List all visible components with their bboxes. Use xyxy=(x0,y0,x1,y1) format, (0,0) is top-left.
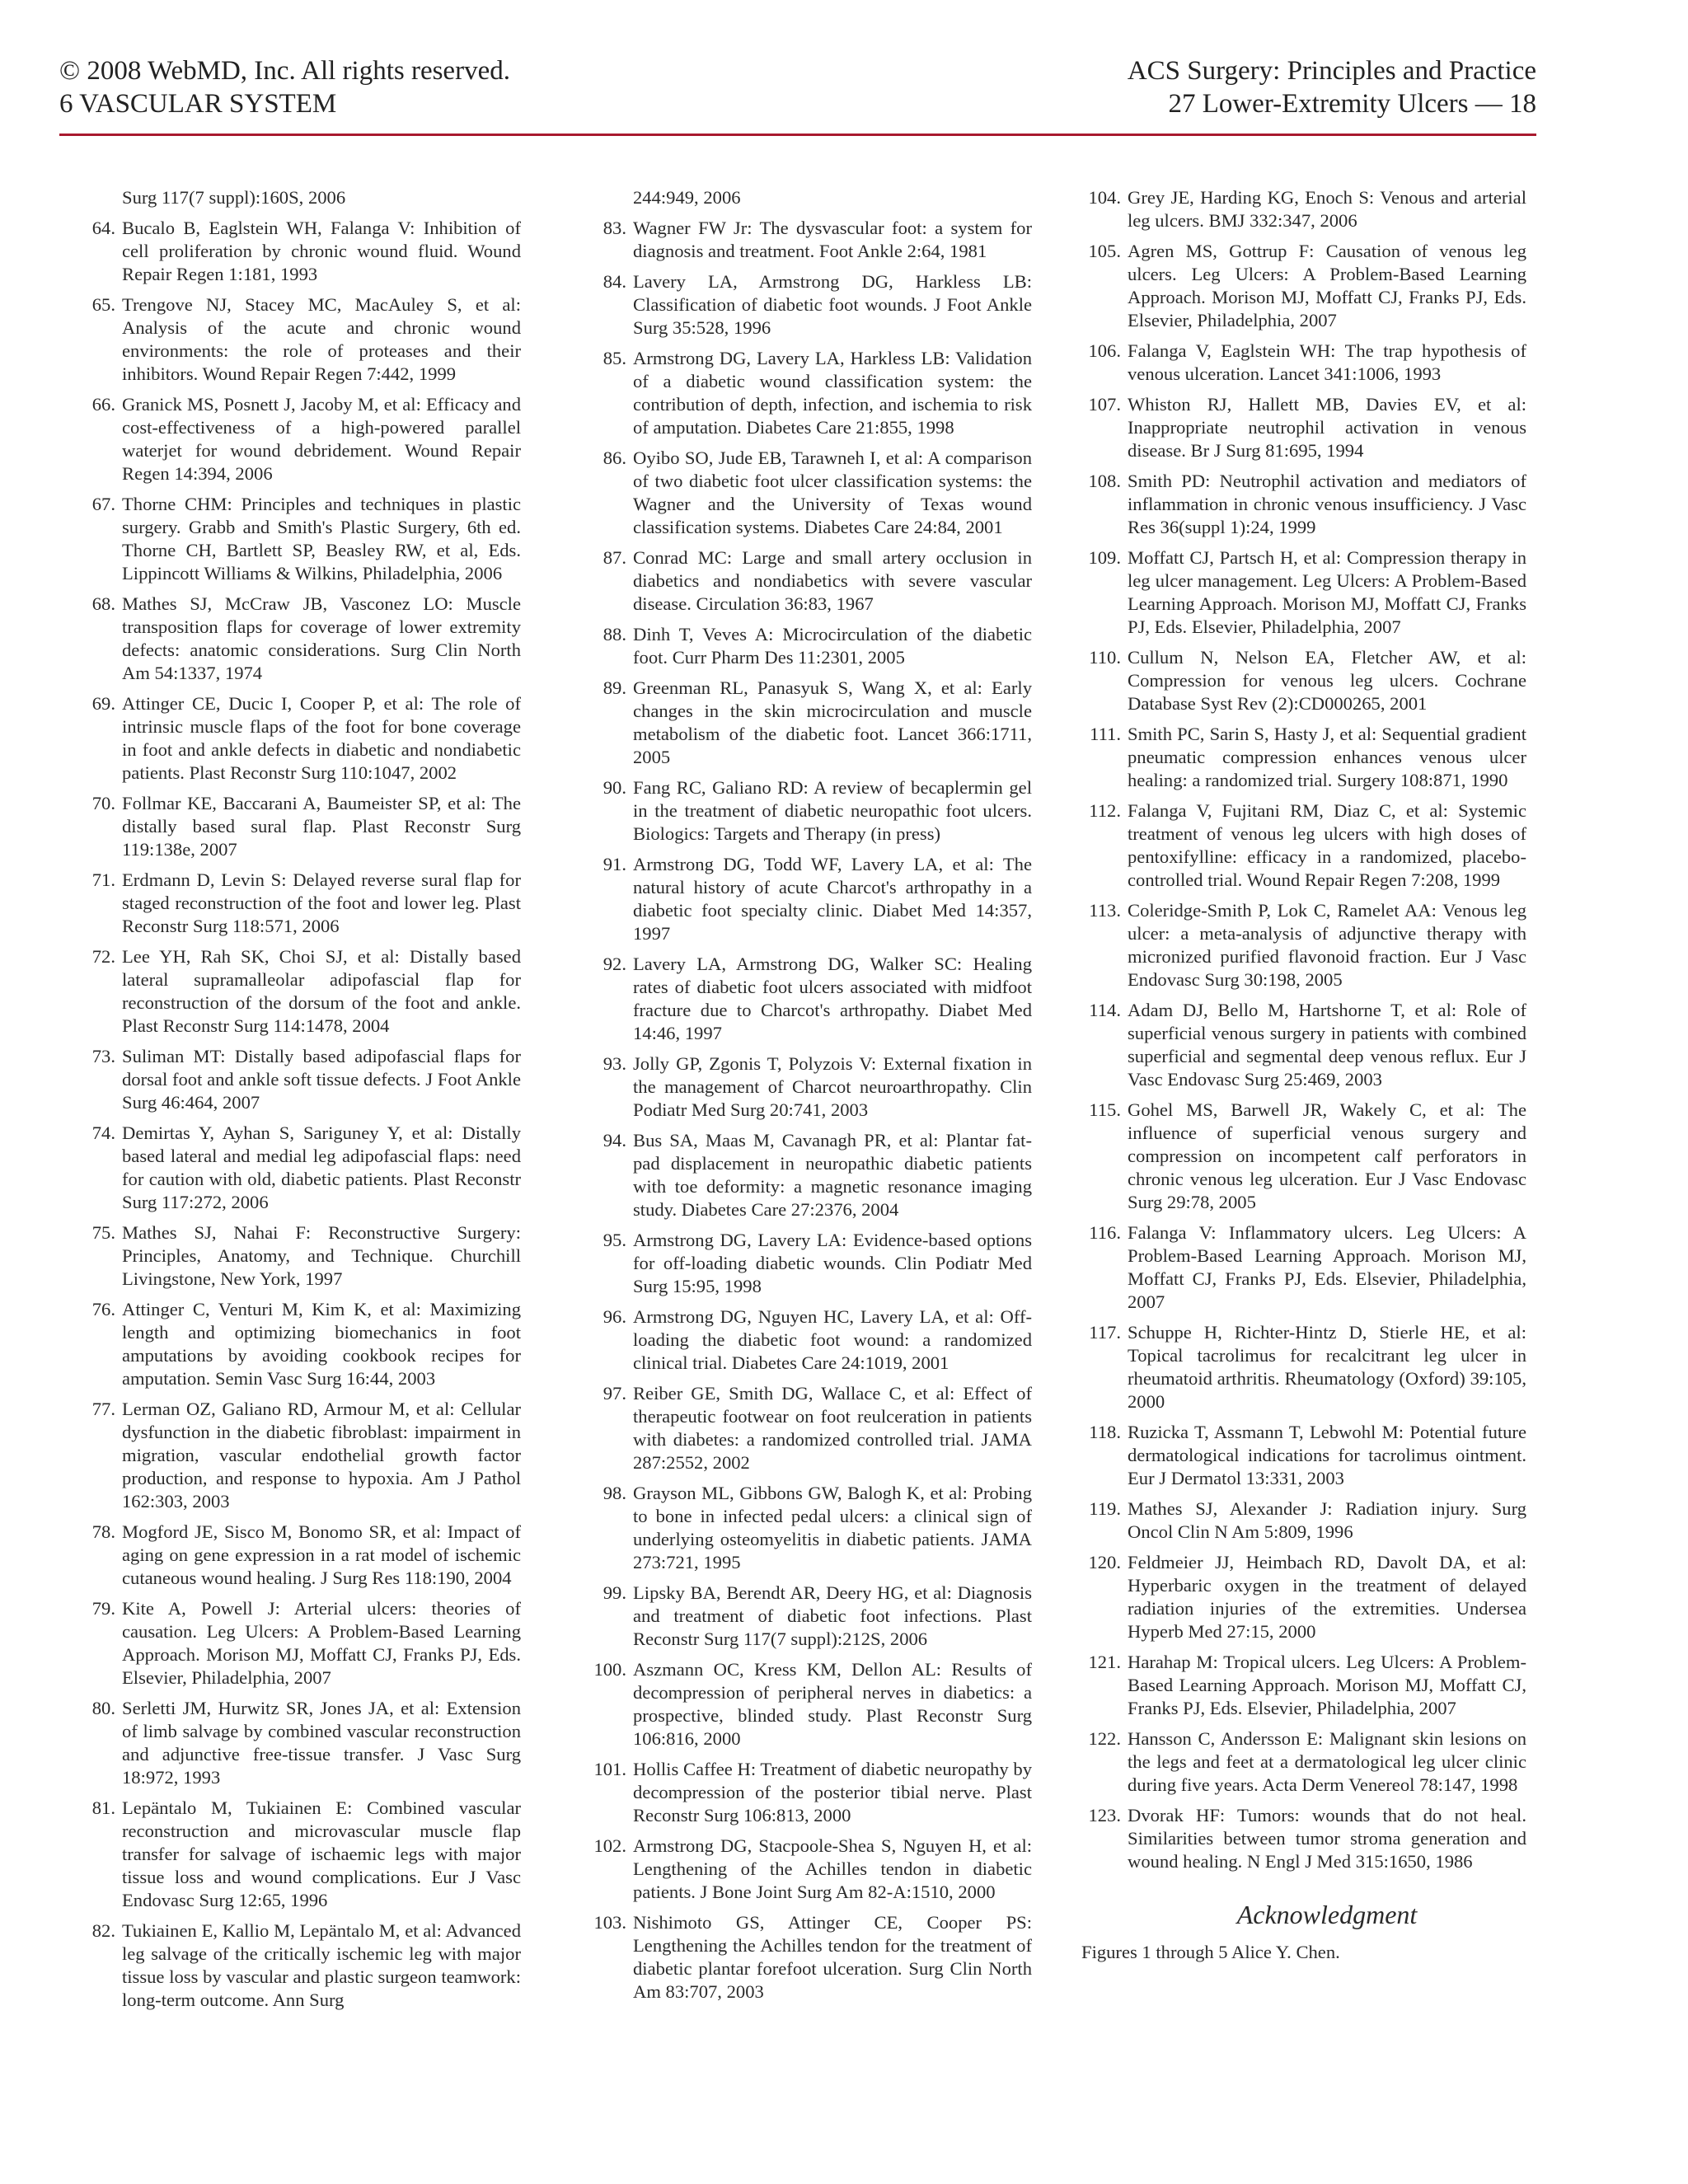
book-title: ACS Surgery: Principles and Practice xyxy=(1127,56,1536,86)
reference-number: 81. xyxy=(91,1797,115,1818)
reference-number: 93. xyxy=(603,1053,626,1074)
reference-number: 73. xyxy=(91,1046,115,1066)
reference-item xyxy=(1081,1551,1526,1643)
reference-text: Lavery LA, Armstrong DG, Walker SC: Healing rates of diabetic foot ulcers associated with midfoot fracture due to Charcot's arthropathy. Diabet Med 14:46, 1997 xyxy=(633,954,1032,1043)
header-rule xyxy=(59,134,1536,136)
reference-column-1 xyxy=(76,186,521,2019)
reference-text: Hollis Caffee H: Treatment of diabetic neuropathy by decompression of the posterior tibial nerve. Plast Reconstr Surg 106:813, 2000 xyxy=(633,1759,1032,1825)
reference-text: Smith PD: Neutrophil activation and mediators of inflammation in chronic venous insufficiency. J Vasc Res 36(suppl 1):24, 1999 xyxy=(1128,471,1526,537)
reference-continuation: Surg 117(7 suppl):160S, 2006 xyxy=(122,187,346,208)
reference-item xyxy=(1081,1221,1526,1314)
reference-text: Adam DJ, Bello M, Hartshorne T, et al: Role of superficial venous surgery in patients with combined superficial and segmental deep venous reflux. Eur J Vasc Endovasc Surg 25:469, 2003 xyxy=(1128,1000,1526,1090)
reference-number: 111. xyxy=(1090,724,1121,744)
reference-number: 105. xyxy=(1088,241,1121,261)
reference-item xyxy=(1081,546,1526,639)
reference-number: 78. xyxy=(91,1521,115,1542)
reference-text: Bucalo B, Eaglstein WH, Falanga V: Inhibition of cell proliferation by chronic wound fluid. Wound Repair Regen 1:181, 1993 xyxy=(122,218,521,284)
reference-item xyxy=(76,1597,521,1690)
page-header-left xyxy=(59,54,510,120)
reference-number: 122. xyxy=(1088,1728,1121,1749)
reference-item xyxy=(76,792,521,861)
reference-number: 86. xyxy=(603,448,626,468)
reference-text: Lee YH, Rah SK, Choi SJ, et al: Distally based lateral supramalleolar adipofascial flap for reconstruction of the dorsum of the foot and ankle. Plast Reconstr Surg 114:1478, 2004 xyxy=(122,946,521,1036)
reference-number: 74. xyxy=(91,1122,115,1143)
reference-text: Falanga V: Inflammatory ulcers. Leg Ulcers: A Problem-Based Learning Approach. Morison MJ, Moffatt CJ, Franks PJ, Eds. Elsevier, Philadelphia, 2007 xyxy=(1128,1222,1526,1312)
reference-item xyxy=(76,1221,521,1291)
reference-number: 72. xyxy=(91,946,115,967)
reference-item xyxy=(587,447,1032,539)
reference-number: 79. xyxy=(91,1598,115,1619)
reference-text: Schuppe H, Richter-Hintz D, Stierle HE, et al: Topical tacrolimus for recalcitrant leg ulcer in rheumatoid arthritis. Rheumatology (Oxford) 39:105, 2000 xyxy=(1128,1322,1526,1412)
reference-item xyxy=(587,853,1032,945)
reference-item xyxy=(76,493,521,585)
reference-text: Grey JE, Harding KG, Enoch S: Venous and arterial leg ulcers. BMJ 332:347, 2006 xyxy=(1128,187,1526,231)
reference-number: 96. xyxy=(603,1306,626,1327)
section-title: 6 VASCULAR SYSTEM xyxy=(59,89,337,119)
reference-item xyxy=(587,1229,1032,1298)
reference-text: Mogford JE, Sisco M, Bonomo SR, et al: Impact of aging on gene expression in a rat model of ischemic cutaneous wound healing. J Surg Res 118:190, 2004 xyxy=(122,1521,521,1588)
reference-text: Armstrong DG, Nguyen HC, Lavery LA, et al: Off-loading the diabetic foot wound: a randomized clinical trial. Diabetes Care 24:1019, 2001 xyxy=(633,1306,1032,1373)
reference-number: 97. xyxy=(603,1383,626,1404)
reference-text: Smith PC, Sarin S, Hasty J, et al: Sequential gradient pneumatic compression enhances venous ulcer healing: a randomized trial. Surgery 108:871, 1990 xyxy=(1128,724,1526,790)
reference-number: 91. xyxy=(603,854,626,874)
reference-item xyxy=(1081,1421,1526,1490)
reference-item xyxy=(1081,1804,1526,1873)
reference-number: 120. xyxy=(1088,1552,1121,1572)
reference-number: 114. xyxy=(1089,1000,1121,1020)
reference-number: 87. xyxy=(603,547,626,568)
reference-text: Fang RC, Galiano RD: A review of becaplermin gel in the treatment of diabetic neuropathic foot ulcers. Biologics: Targets and Therapy (in press) xyxy=(633,777,1032,844)
reference-item xyxy=(76,593,521,685)
reference-item xyxy=(587,1129,1032,1221)
reference-item xyxy=(1081,1321,1526,1413)
reference-text: Tukiainen E, Kallio M, Lepäntalo M, et al: Advanced leg salvage of the critically ischemic leg with major tissue loss by vascular and plastic surgeon teamwork: long-term outcome. Ann Surg xyxy=(122,1920,521,2010)
acknowledgment-title: Acknowledgment xyxy=(1236,1900,1418,1929)
reference-number: 110. xyxy=(1089,647,1121,668)
reference-number: 76. xyxy=(91,1299,115,1319)
reference-item xyxy=(587,1305,1032,1375)
reference-text: Attinger C, Venturi M, Kim K, et al: Maximizing length and optimizing biomechanics in foot amputations by avoiding cookbook recipes for amputation. Semin Vasc Surg 16:44, 2003 xyxy=(122,1299,521,1389)
reference-item xyxy=(76,1697,521,1789)
reference-number: 66. xyxy=(91,394,115,415)
reference-item xyxy=(587,270,1032,340)
reference-item xyxy=(76,692,521,785)
reference-item xyxy=(587,1482,1032,1574)
reference-text: Ruzicka T, Assmann T, Lebwohl M: Potential future dermatological indications for tacrolimus ointment. Eur J Dermatol 13:331, 2003 xyxy=(1128,1422,1526,1488)
reference-item xyxy=(587,1658,1032,1750)
reference-item xyxy=(1081,393,1526,462)
reference-item xyxy=(587,347,1032,439)
reference-text: Jolly GP, Zgonis T, Polyzois V: External fixation in the management of Charcot neuroarthropathy. Clin Podiatr Med Surg 20:741, 2003 xyxy=(633,1053,1032,1120)
reference-number: 88. xyxy=(603,624,626,644)
reference-item xyxy=(76,1797,521,1912)
reference-item xyxy=(1081,1727,1526,1797)
copyright-notice: © 2008 WebMD, Inc. All rights reserved. xyxy=(59,56,510,86)
reference-text: Hansson C, Andersson E: Malignant skin lesions on the legs and feet at a dermatological leg ulcer clinic during five years. Acta Derm Venereol 78:147, 1998 xyxy=(1128,1728,1526,1795)
reference-item xyxy=(1081,1099,1526,1214)
reference-number: 71. xyxy=(91,869,115,890)
reference-number: 64. xyxy=(91,218,115,238)
page-header-right xyxy=(1128,54,1536,120)
reference-text: Aszmann OC, Kress KM, Dellon AL: Results of decompression of peripheral nerves in diabetics: a prospective, blinded study. Plast Reconstr Surg 106:816, 2000 xyxy=(633,1659,1032,1749)
reference-number: 117. xyxy=(1089,1322,1121,1343)
reference-text: Whiston RJ, Hallett MB, Davies EV, et al: Inappropriate neutrophil activation in venous disease. Br J Surg 81:695, 1994 xyxy=(1128,394,1526,461)
reference-number: 113. xyxy=(1089,900,1121,921)
reference-number: 103. xyxy=(593,1912,626,1933)
reference-item xyxy=(76,217,521,286)
reference-text: Armstrong DG, Todd WF, Lavery LA, et al: The natural history of acute Charcot's arthropathy in a diabetic foot specialty clinic. Diabet Med 14:357, 1997 xyxy=(633,854,1032,944)
reference-text: Feldmeier JJ, Heimbach RD, Davolt DA, et al: Hyperbaric oxygen in the treatment of delayed radiation injuries of the extremities. Undersea Hyperb Med 27:15, 2000 xyxy=(1128,1552,1526,1642)
reference-number: 109. xyxy=(1088,547,1121,568)
reference-number: 101. xyxy=(593,1759,626,1779)
reference-number: 123. xyxy=(1088,1805,1121,1825)
reference-number: 100. xyxy=(593,1659,626,1680)
reference-item xyxy=(587,677,1032,769)
reference-text: Mathes SJ, Nahai F: Reconstructive Surgery: Principles, Anatomy, and Technique. Churchill Livingstone, New York, 1997 xyxy=(122,1222,521,1289)
reference-text: Cullum N, Nelson EA, Fletcher AW, et al: Compression for venous leg ulcers. Cochrane Database Syst Rev (2):CD000265, 2001 xyxy=(1128,647,1526,714)
reference-item xyxy=(1081,340,1526,386)
reference-text: Falanga V, Eaglstein WH: The trap hypothesis of venous ulceration. Lancet 341:1006, 1993 xyxy=(1128,340,1526,384)
reference-item xyxy=(1081,1651,1526,1720)
reference-text: Harahap M: Tropical ulcers. Leg Ulcers: A Problem-Based Learning Approach. Morison MJ, Moffatt CJ, Franks PJ, Eds. Elsevier, Philadelphia, 2007 xyxy=(1128,1652,1526,1718)
reference-item xyxy=(1081,999,1526,1091)
reference-text: Coleridge-Smith P, Lok C, Ramelet AA: Venous leg ulcer: a meta-analysis of adjunctive therapy with micronized purified flavonoid fraction. Eur J Vasc Endovasc Surg 30:198, 2005 xyxy=(1128,900,1526,990)
reference-number: 98. xyxy=(603,1483,626,1503)
reference-item xyxy=(587,217,1032,263)
reference-item xyxy=(76,1521,521,1590)
reference-item xyxy=(587,623,1032,669)
reference-text: Greenman RL, Panasyuk S, Wang X, et al: Early changes in the skin microcirculation and muscle metabolism of the diabetic foot. Lancet 366:1711, 2005 xyxy=(633,677,1032,767)
reference-number: 116. xyxy=(1089,1222,1121,1243)
reference-text: Erdmann D, Levin S: Delayed reverse sural flap for staged reconstruction of the foot and lower leg. Plast Reconstr Surg 118:571, 2006 xyxy=(122,869,521,936)
reference-item xyxy=(587,953,1032,1045)
reference-number: 115. xyxy=(1089,1099,1121,1120)
reference-item xyxy=(76,1045,521,1114)
reference-text: Armstrong DG, Lavery LA: Evidence-based options for off-loading diabetic wounds. Clin Podiatr Med Surg 15:95, 1998 xyxy=(633,1230,1032,1296)
reference-number: 94. xyxy=(603,1130,626,1151)
reference-text: Lerman OZ, Galiano RD, Armour M, et al: Cellular dysfunction in the diabetic fibroblast: impairment in migration, vascular endothelial growth factor production, and response to hypoxia. Am J Pathol 162:303, 2003 xyxy=(122,1399,521,1511)
reference-text: Demirtas Y, Ayhan S, Sariguney Y, et al: Distally based lateral and medial leg adipofascial flaps: need for caution with old, diabetic patients. Plast Reconstr Surg 117:272, 2006 xyxy=(122,1122,521,1212)
reference-text: Lipsky BA, Berendt AR, Deery HG, et al: Diagnosis and treatment of diabetic foot infections. Plast Reconstr Surg 117(7 suppl):212S, 2006 xyxy=(633,1582,1032,1649)
reference-text: Lavery LA, Armstrong DG, Harkless LB: Classification of diabetic foot wounds. J Foot Ankle Surg 35:528, 1996 xyxy=(633,271,1032,338)
reference-number: 118. xyxy=(1089,1422,1121,1442)
reference-number: 108. xyxy=(1088,471,1121,491)
reference-text: Wagner FW Jr: The dysvascular foot: a system for diagnosis and treatment. Foot Ankle 2:64, 1981 xyxy=(633,218,1032,261)
reference-item xyxy=(1081,899,1526,991)
reference-text: Dvorak HF: Tumors: wounds that do not heal. Similarities between tumor stroma generation and wound healing. N Engl J Med 315:1650, 1986 xyxy=(1128,1805,1526,1872)
reference-item xyxy=(587,1582,1032,1651)
reference-number: 83. xyxy=(603,218,626,238)
reference-text: Granick MS, Posnett J, Jacoby M, et al: Efficacy and cost-effectiveness of a high-powered parallel waterjet for wound debridement. Wound Repair Regen 14:394, 2006 xyxy=(122,394,521,484)
reference-number: 85. xyxy=(603,348,626,368)
reference-number: 106. xyxy=(1088,340,1121,361)
reference-number: 104. xyxy=(1088,187,1121,208)
reference-item xyxy=(1081,799,1526,892)
reference-number: 68. xyxy=(91,593,115,614)
reference-text: Armstrong DG, Stacpoole-Shea S, Nguyen H, et al: Lengthening of the Achilles tendon in diabetic patients. J Bone Joint Surg Am 82-A:1510, 2000 xyxy=(633,1835,1032,1902)
reference-number: 102. xyxy=(593,1835,626,1856)
reference-item xyxy=(587,1911,1032,2004)
reference-item xyxy=(587,776,1032,846)
acknowledgment-text: Figures 1 through 5 Alice Y. Chen. xyxy=(1081,1942,1340,1962)
reference-text: Attinger CE, Ducic I, Cooper P, et al: The role of intrinsic muscle flaps of the foot for bone coverage in foot and ankle defects in diabetic and nondiabetic patients. Plast Reconstr Surg 110:1047, 2002 xyxy=(122,693,521,783)
reference-text: Dinh T, Veves A: Microcirculation of the diabetic foot. Curr Pharm Des 11:2301, 2005 xyxy=(633,624,1032,668)
reference-number: 92. xyxy=(603,954,626,974)
reference-item xyxy=(587,1382,1032,1474)
reference-number: 121. xyxy=(1088,1652,1121,1672)
reference-text: Bus SA, Maas M, Cavanagh PR, et al: Plantar fat-pad displacement in neuropathic diabetic patients with toe deformity: a magnetic resonance imaging study. Diabetes Care 27:2376, 2004 xyxy=(633,1130,1032,1220)
reference-text: Agren MS, Gottrup F: Causation of venous leg ulcers. Leg Ulcers: A Problem-Based Learning Approach. Morison MJ, Moffatt CJ, Franks PJ, Eds. Elsevier, Philadelphia, 2007 xyxy=(1128,241,1526,330)
reference-number: 75. xyxy=(91,1222,115,1243)
reference-text: Trengove NJ, Stacey MC, MacAuley S, et al: Analysis of the acute and chronic wound environments: the role of proteases and their inhibitors. Wound Repair Regen 7:442, 1999 xyxy=(122,294,521,384)
reference-number: 84. xyxy=(603,271,626,292)
reference-item xyxy=(76,293,521,386)
reference-continuation: 244:949, 2006 xyxy=(633,187,741,208)
reference-number: 119. xyxy=(1089,1498,1121,1519)
reference-column-3 xyxy=(1081,186,1526,1964)
reference-item xyxy=(76,1919,521,2012)
reference-item xyxy=(587,1835,1032,1904)
reference-item xyxy=(1081,723,1526,792)
reference-list xyxy=(1081,186,1526,1873)
reference-text: Nishimoto GS, Attinger CE, Cooper PS: Lengthening the Achilles tendon for the treatment of diabetic plantar forefoot ulceration. Surg Clin North Am 83:707, 2003 xyxy=(633,1912,1032,2002)
reference-item xyxy=(1081,186,1526,232)
reference-item xyxy=(1081,470,1526,539)
reference-text: Moffatt CJ, Partsch H, et al: Compression therapy in leg ulcer management. Leg Ulcers: A Problem-Based Learning Approach. Morison MJ, Moffatt CJ, Franks PJ, Eds. Elsevier, Philadelphia, 2007 xyxy=(1128,547,1526,637)
reference-item xyxy=(76,393,521,485)
reference-item xyxy=(76,869,521,938)
reference-number: 82. xyxy=(91,1920,115,1941)
reference-item xyxy=(76,1122,521,1214)
reference-number: 90. xyxy=(603,777,626,798)
reference-number: 67. xyxy=(91,494,115,514)
chapter-title: 27 Lower-Extremity Ulcers — 18 xyxy=(1168,89,1536,119)
reference-item xyxy=(1081,646,1526,715)
reference-text: Suliman MT: Distally based adipofascial flaps for dorsal foot and ankle soft tissue defects. J Foot Ankle Surg 46:464, 2007 xyxy=(122,1046,521,1113)
reference-number: 77. xyxy=(91,1399,115,1419)
reference-number: 70. xyxy=(91,793,115,813)
reference-item xyxy=(1081,1497,1526,1544)
reference-number: 65. xyxy=(91,294,115,315)
reference-text: Gohel MS, Barwell JR, Wakely C, et al: The influence of superficial venous surgery and compression on incompetent calf perforators in chronic venous leg ulceration. Eur J Vasc Endovasc Surg 29:78, 2005 xyxy=(1128,1099,1526,1212)
reference-number: 99. xyxy=(603,1582,626,1603)
reference-text: Mathes SJ, McCraw JB, Vasconez LO: Muscle transposition flaps for coverage of lower extremity defects: anatomic considerations. Surg Clin North Am 54:1337, 1974 xyxy=(122,593,521,683)
reference-item xyxy=(587,546,1032,616)
reference-number: 112. xyxy=(1089,800,1121,821)
reference-text: Thorne CHM: Principles and techniques in plastic surgery. Grabb and Smith's Plastic Surgery, 6th ed. Thorne CH, Bartlett SP, Beasley RW, et al, Eds. Lippincott Williams & Wilkins, Philadelphia, 2006 xyxy=(122,494,521,583)
reference-text: Reiber GE, Smith DG, Wallace C, et al: Effect of therapeutic footwear on foot reulceration in patients with diabetes: a randomized controlled trial. JAMA 287:2552, 2002 xyxy=(633,1383,1032,1473)
reference-text: Falanga V, Fujitani RM, Diaz C, et al: Systemic treatment of venous leg ulcers with high doses of pentoxifylline: efficacy in a randomized, placebo-controlled trial. Wound Repair Regen 7:208, 1999 xyxy=(1128,800,1526,890)
reference-item xyxy=(76,945,521,1038)
reference-text: Kite A, Powell J: Arterial ulcers: theories of causation. Leg Ulcers: A Problem-Based Learning Approach. Morison MJ, Moffatt CJ, Franks PJ, Eds. Elsevier, Philadelphia, 2007 xyxy=(122,1598,521,1688)
reference-text: Conrad MC: Large and small artery occlusion in diabetics and nondiabetics with severe vascular disease. Circulation 36:83, 1967 xyxy=(633,547,1032,614)
reference-text: Mathes SJ, Alexander J: Radiation injury. Surg Oncol Clin N Am 5:809, 1996 xyxy=(1128,1498,1526,1542)
reference-item xyxy=(76,1298,521,1390)
reference-text: Lepäntalo M, Tukiainen E: Combined vascular reconstruction and microvascular muscle flap transfer for salvage of ischaemic legs with major tissue loss and wound complications. Eur J Vasc Endovasc Surg 12:65, 1996 xyxy=(122,1797,521,1910)
reference-number: 89. xyxy=(603,677,626,698)
reference-column-2 xyxy=(587,186,1032,2011)
reference-item xyxy=(587,1052,1032,1122)
reference-text: Serletti JM, Hurwitz SR, Jones JA, et al: Extension of limb salvage by combined vascular reconstruction and adjunctive free-tissue transfer. J Vasc Surg 18:972, 1993 xyxy=(122,1698,521,1788)
reference-text: Armstrong DG, Lavery LA, Harkless LB: Validation of a diabetic wound classification system: the contribution of depth, infection, and ischemia to risk of amputation. Diabetes Care 21:855, 1998 xyxy=(633,348,1032,438)
reference-text: Oyibo SO, Jude EB, Tarawneh I, et al: A comparison of two diabetic foot ulcer classification systems: the Wagner and the University of Texas wound classification systems. Diabetes Care 24:84, 2001 xyxy=(633,448,1032,537)
reference-item xyxy=(76,1398,521,1513)
reference-item xyxy=(1081,240,1526,332)
reference-text: Grayson ML, Gibbons GW, Balogh K, et al: Probing to bone in infected pedal ulcers: a clinical sign of underlying osteomyelitis in diabetic patients. JAMA 273:721, 1995 xyxy=(633,1483,1032,1572)
reference-number: 80. xyxy=(91,1698,115,1718)
reference-item xyxy=(587,1758,1032,1827)
reference-number: 107. xyxy=(1088,394,1121,415)
reference-text: Follmar KE, Baccarani A, Baumeister SP, et al: The distally based sural flap. Plast Reconstr Surg 119:138e, 2007 xyxy=(122,793,521,860)
reference-number: 69. xyxy=(91,693,115,714)
reference-number: 95. xyxy=(603,1230,626,1250)
